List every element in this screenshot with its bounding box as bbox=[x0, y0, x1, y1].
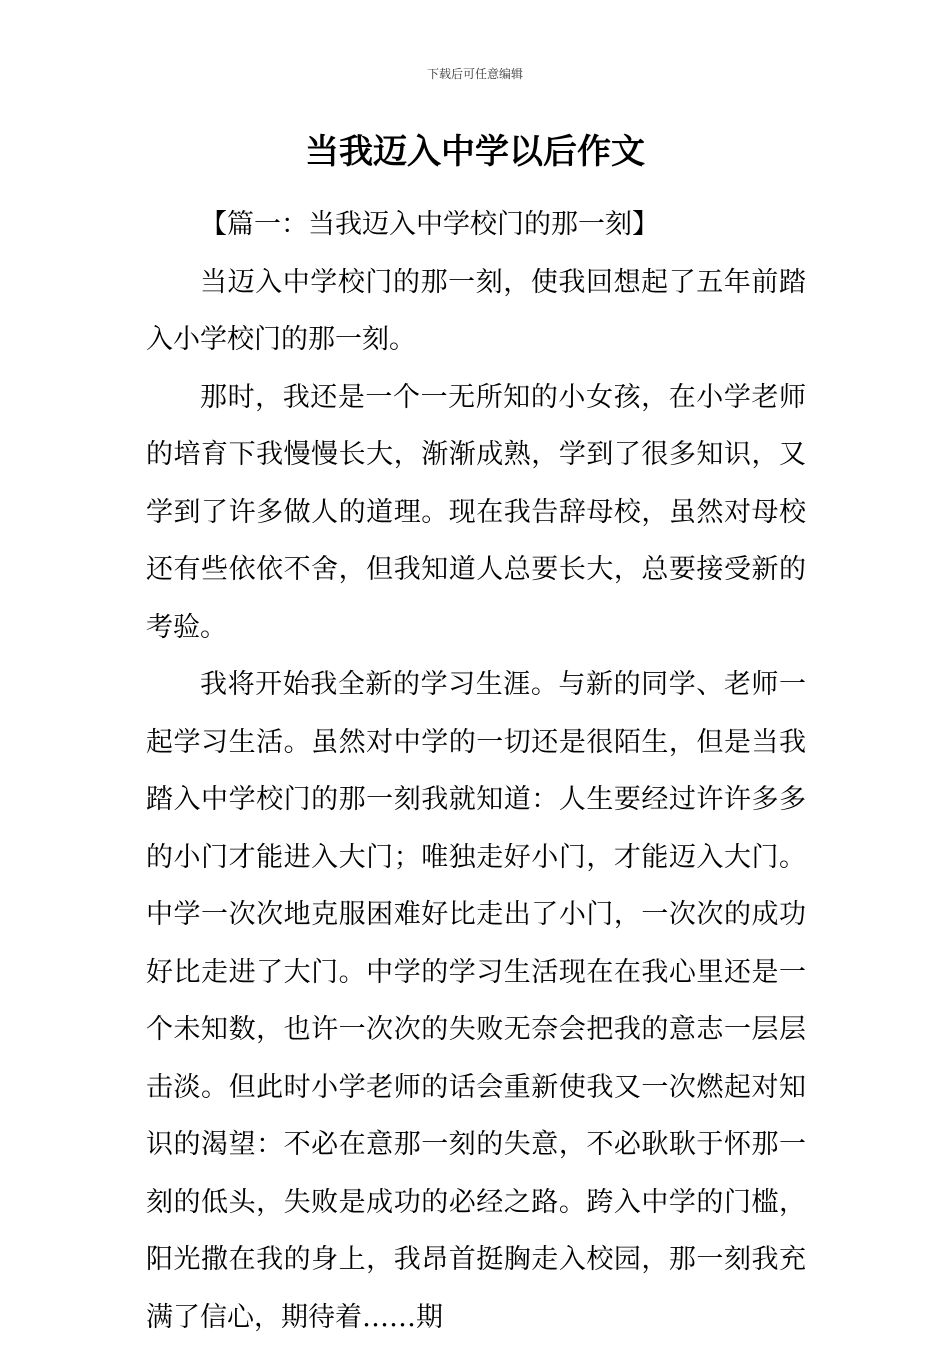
header-note: 下载后可任意编辑 bbox=[426, 67, 523, 81]
document-title: 当我迈入中学以后作文 bbox=[305, 132, 645, 172]
document-body bbox=[146, 196, 806, 1346]
paragraph-3: 我将开始我全新的学习生涯。与新的同学、老师一起学习生活。虽然对中学的一切还是很陌生，但是当我踏入中学校门的那一刻我就知道：人生要经过许许多多的小门才能进入大门；唯独走好小门，才能迈入大门。中学一次次地克服困难好比走出了小门，一次次的成功好比走进了大门。中学的学习生活现在在我心里还是一个未知数，也许一次次的失败无奈会把我的意志一层层击淡。但此时小学老师的话会重新使我又一次燃起对知识的渴望：不必在意那一刻的失意，不必耿耿于怀那一刻的低头，失败是成功的必经之路。跨入中学的门槛，阳光撒在我的身上，我昂首挺胸走入校园，那一刻我充满了信心，期待着……期 bbox=[146, 669, 806, 1333]
paragraph-2: 那时，我还是一个一无所知的小女孩，在小学老师的培育下我慢慢长大，渐渐成熟，学到了很多知识，又学到了许多做人的道理。现在我告辞母校，虽然对母校还有些依依不舍，但我知道人总要长大，总要接受新的考验。 bbox=[146, 381, 806, 643]
paragraph-1: 当迈入中学校门的那一刻，使我回想起了五年前踏入小学校门的那一刻。 bbox=[146, 266, 806, 355]
section-heading: 【篇一：当我迈入中学校门的那一刻】 bbox=[200, 209, 659, 240]
